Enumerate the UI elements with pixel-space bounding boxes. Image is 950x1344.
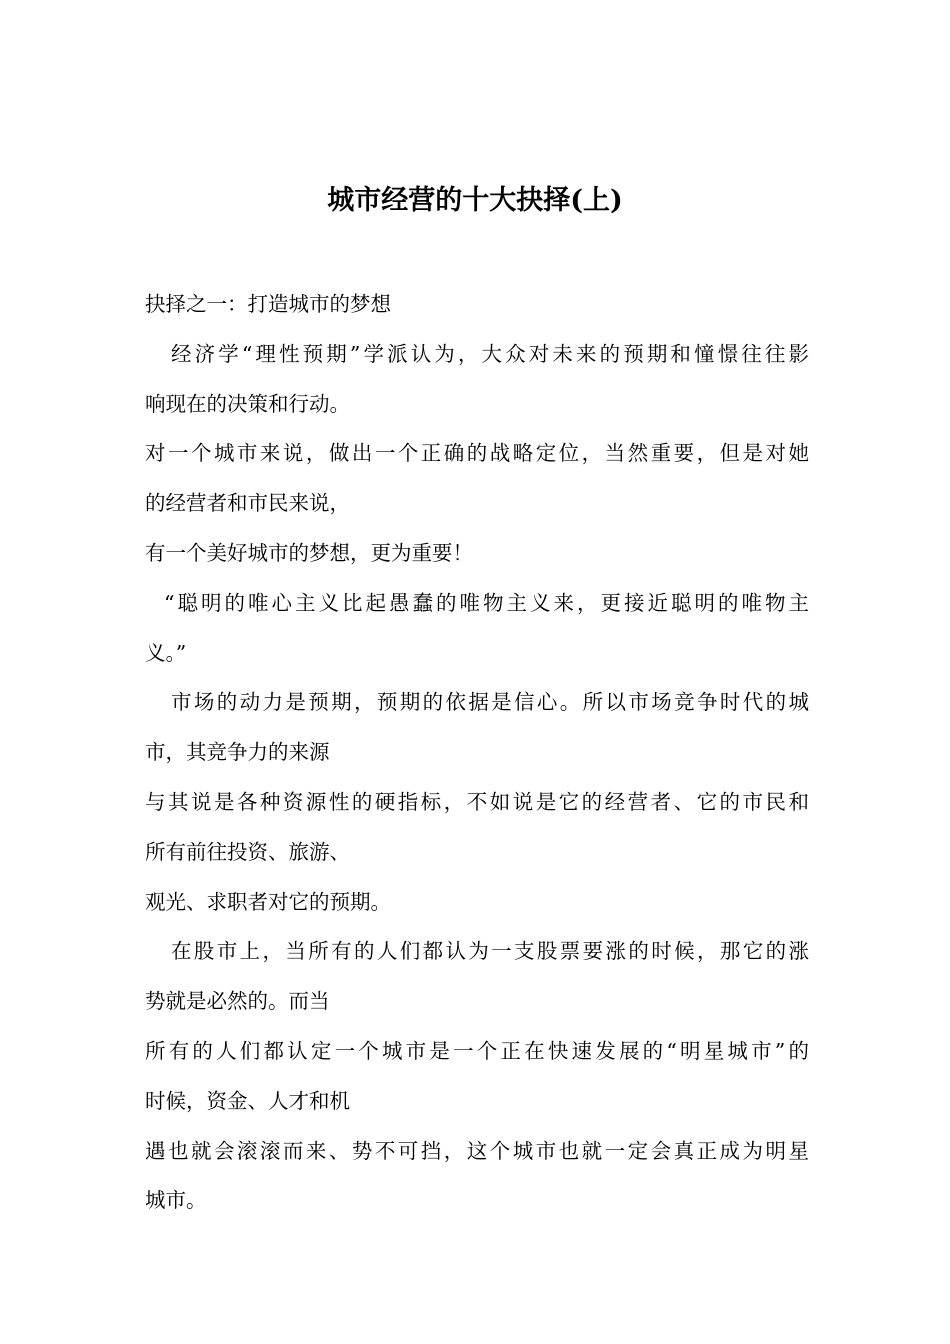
paragraph-line: 市，其竞争力的来源	[145, 740, 330, 765]
paragraph-line: 遇也就会滚滚而来、势不可挡，这个城市也就一定会真正成为明星	[145, 1138, 809, 1163]
paragraph-line: 义。”	[145, 640, 187, 665]
paragraph-line: 与其说是各种资源性的硬指标，不如说是它的经营者、它的市民和	[145, 789, 809, 814]
document-title: 城市经营的十大抉择(上)	[327, 185, 623, 216]
paragraph-line: 时候，资金、人才和机	[145, 1088, 350, 1113]
paragraph-line: 对一个城市来说，做出一个正确的战略定位，当然重要，但是对她	[145, 441, 809, 466]
paragraph-line: 的经营者和市民来说，	[145, 491, 350, 516]
paragraph-line: 市场的动力是预期，预期的依据是信心。所以市场竞争时代的城	[171, 690, 809, 715]
paragraph-line: 所有前往投资、旅游、	[145, 839, 350, 864]
paragraph-line: 在股市上，当所有的人们都认为一支股票要涨的时候，那它的涨	[171, 939, 809, 964]
paragraph-line: 所有的人们都认定一个城市是一个正在快速发展的“明星城市”的	[145, 1038, 809, 1063]
document-body	[145, 280, 809, 1226]
section-heading: 抉择之一：打造城市的梦想	[145, 292, 391, 316]
paragraph-line: 有一个美好城市的梦想，更为重要！	[145, 540, 473, 565]
paragraph-line: 城市。	[145, 1188, 207, 1213]
paragraph-line: 观光、求职者对它的预期。	[145, 889, 391, 914]
paragraph-line: 势就是必然的。而当	[145, 989, 330, 1014]
paragraph-line: “聪明的唯心主义比起愚蠢的唯物主义来，更接近聪明的唯物主	[164, 590, 809, 615]
paragraph-line: 经济学“理性预期”学派认为，大众对未来的预期和憧憬往往影	[171, 341, 809, 366]
paragraph-line: 响现在的决策和行动。	[145, 391, 350, 416]
